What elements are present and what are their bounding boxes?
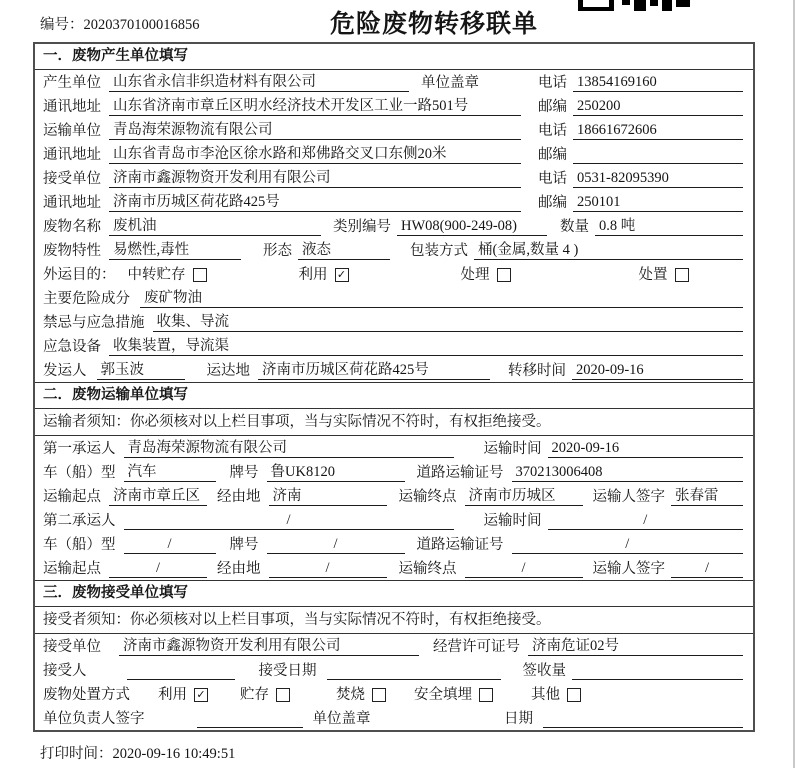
plate-number2-label: 牌号 [229,537,259,553]
zip2-label: 邮编 [538,147,567,163]
unit-seal-label: 单位盖章 [421,75,479,91]
emergency-equipment-label: 应急设备 [43,339,101,355]
disposal-storage-label: 贮存 [240,687,269,703]
checkbox-disposal-other [567,688,581,702]
signed-amount-value [572,663,743,680]
transport-unit-value: 青岛海荣源物流有限公司 [109,118,521,140]
road-permit2-value: / [512,536,744,554]
row-transport-address [35,142,753,166]
carrier-signature2-label: 运输人签字 [592,561,665,577]
road-permit2-label: 道路运输证号 [416,537,504,553]
row-vehicle1 [35,460,753,484]
doc-number-value: 2020370100016856 [83,17,200,33]
row-outbound-purpose [35,262,753,286]
vehicle-type2-label: 车（船）型 [43,537,116,553]
accept-date-value [327,663,501,680]
packaging-value: 桶(金属,数量 4 ) [474,238,743,260]
section1-header: 一．废物产生单位填写 [35,44,753,70]
transport-time1-label: 运输时间 [483,441,542,457]
producer-unit-value: 山东省永信非织造材料有限公司 [109,70,409,92]
via1-value: 济南 [269,484,387,506]
phone2-value: 18661672606 [573,122,743,140]
print-time-label: 打印时间： [40,746,113,762]
row-vehicle2 [35,532,753,556]
business-permit-value: 济南危证02号 [528,634,743,656]
unit-manager-signature-label: 单位负责人签字 [43,711,145,727]
via2-value: / [269,560,387,578]
zip1-value: 250200 [573,98,743,116]
transport-time1-value: 2020-09-16 [548,440,744,458]
zip3-label: 邮编 [538,195,567,211]
plate-number1-label: 牌号 [229,465,259,481]
receiver-address-label: 通讯地址 [43,195,101,211]
accept-date-label: 接受日期 [258,663,317,679]
disposal-method-label: 废物处置方式 [43,687,130,703]
disposal-other-label: 其他 [531,687,560,703]
carrier-signature2-value: / [671,560,743,578]
endpoint2-label: 运输终点 [398,561,457,577]
category-code-label: 类别编号 [333,219,391,235]
road-permit1-label: 道路运输证号 [416,465,504,481]
quantity-label: 数量 [560,219,589,235]
origin2-label: 运输起点 [43,561,101,577]
waste-form-label: 形态 [263,243,292,259]
waste-character-value: 易燃性,毒性 [109,238,241,260]
road-permit1-value: 370213006408 [512,464,744,482]
endpoint1-value: 济南市历城区 [465,484,583,506]
page-title: 危险废物转移联单 [330,10,539,38]
row-accept-unit [35,634,753,658]
row-route2 [35,556,753,580]
section2-header: 二．废物运输单位填写 [35,382,753,409]
disposal-landfill-label: 安全填埋 [414,687,472,703]
unit-manager-signature-value [197,711,303,728]
disposal-option-incineration [336,683,386,704]
purpose-option-transfer-storage [128,263,207,284]
via2-label: 经由地 [217,561,261,577]
transfer-time-label: 转移时间 [508,363,566,379]
carrier-signature1-value: 张春雷 [671,484,743,506]
endpoint1-label: 运输终点 [398,489,457,505]
row-disposal-method [35,682,753,706]
section3-header: 三．废物接受单位填写 [35,580,753,607]
print-time [40,742,235,763]
plate-number2-value: / [267,536,405,554]
first-carrier-value: 青岛海荣源物流有限公司 [124,436,454,458]
row-taboo-measures [35,310,753,334]
doc-number-label: 编号： [40,17,84,33]
category-code-value: HW08(900-249-08) [397,218,547,236]
disposal-option-storage [240,683,290,704]
purpose-reuse-label: 利用 [298,267,328,283]
consignor-label: 发运人 [43,363,87,379]
row-second-carrier [35,508,753,532]
checkbox-disposal [675,268,689,282]
receiver-unit-label: 接受单位 [43,171,101,187]
producer-address-value: 山东省济南市章丘区明水经济技术开发区工业一路501号 [109,94,521,116]
section3-notice: 接受者须知：你必须核对以上栏目事项，当与实际情况不符时，有权拒绝接受。 [35,607,753,634]
receiver-address-value: 济南市历城区荷花路425号 [109,190,521,212]
packaging-label: 包装方式 [410,243,468,259]
origin1-value: 济南市章丘区 [109,484,207,506]
accept-unit-value: 济南市鑫源物资开发利用有限公司 [119,634,419,656]
purpose-transfer-storage-label: 中转贮存 [127,267,186,283]
row-transport-unit [35,118,753,142]
page-edge-divider [793,0,795,768]
print-time-value: 2020-09-16 10:49:51 [112,746,236,762]
plate-number1-value: 鲁UK8120 [267,460,405,482]
date2-value [543,711,743,728]
destination-value: 济南市历城区荷花路425号 [258,358,490,380]
vehicle-type2-value: / [124,536,216,554]
checkbox-disposal-storage [276,688,290,702]
transfer-time-value: 2020-09-16 [572,362,743,380]
hazard-components-value: 废矿物油 [140,286,743,308]
checkbox-disposal-landfill [479,688,493,702]
row-receiver-unit [35,166,753,190]
checkbox-disposal-reuse: ✓ [194,688,208,702]
row-emergency-equipment [35,334,753,358]
zip3-value: 250101 [573,194,743,212]
row-waste-character [35,238,753,262]
carrier-signature1-label: 运输人签字 [592,489,665,505]
row-producer-unit [35,70,753,94]
checkbox-treatment [497,268,511,282]
disposal-reuse-label: 利用 [158,687,187,703]
checkbox-transfer-storage [193,268,207,282]
disposal-option-reuse [158,683,208,704]
phone1-label: 电话 [538,75,567,91]
consignor-value: 郭玉波 [97,358,185,380]
row-hazard-components [35,286,753,310]
waste-name-value: 废机油 [109,214,321,236]
form-table [33,42,755,732]
endpoint2-value: / [465,560,583,578]
transport-address-value: 山东省青岛市李沧区徐水路和郑佛路交叉口东侧20米 [109,142,521,164]
transport-time2-label: 运输时间 [483,513,542,529]
first-carrier-label: 第一承运人 [43,441,116,457]
date2-label: 日期 [504,711,533,727]
accept-person-value [127,663,235,680]
producer-address-label: 通讯地址 [43,99,101,115]
row-unit-manager-signature [35,706,753,730]
via1-label: 经由地 [217,489,261,505]
second-carrier-value: / [124,512,454,530]
qr-code-partial-icon [578,0,690,11]
phone3-value: 0531-82095390 [573,170,743,188]
accept-person-label: 接受人 [43,663,87,679]
row-route1 [35,484,753,508]
disposal-option-landfill [414,683,493,704]
purpose-option-treatment [461,263,511,284]
disposal-option-other [531,683,581,704]
zip2-value [573,147,743,164]
business-permit-label: 经营许可证号 [433,639,520,655]
hazard-components-label: 主要危险成分 [43,291,130,307]
accept-unit-label: 接受单位 [43,639,101,655]
waste-form-value: 液态 [298,238,390,260]
disposal-incineration-label: 焚烧 [336,687,365,703]
second-carrier-label: 第二承运人 [43,513,116,529]
transport-time2-value: / [548,512,744,530]
checkbox-disposal-incineration [372,688,386,702]
row-first-carrier [35,436,753,460]
transport-unit-label: 运输单位 [43,123,101,139]
purpose-option-disposal [639,263,689,284]
origin1-label: 运输起点 [43,489,101,505]
quantity-value: 0.8 吨 [595,214,743,236]
purpose-option-reuse [299,263,349,284]
emergency-equipment-value: 收集装置，导流渠 [109,334,743,356]
row-waste-name [35,214,753,238]
purpose-disposal-label: 处置 [638,267,668,283]
vehicle-type1-label: 车（船）型 [43,465,116,481]
origin2-value: / [109,560,207,578]
row-receiver-address [35,190,753,214]
zip1-label: 邮编 [538,99,567,115]
row-accept-person [35,658,753,682]
outbound-purpose-label: 外运目的： [43,267,116,283]
phone3-label: 电话 [538,171,567,187]
doc-number [40,13,200,34]
signed-amount-label: 签收量 [522,663,566,679]
row-consignor [35,358,753,382]
taboo-measures-label: 禁忌与应急措施 [43,315,145,331]
receiver-unit-value: 济南市鑫源物资开发利用有限公司 [109,166,521,188]
row-producer-address [35,94,753,118]
section2-notice: 运输者须知：你必须核对以上栏目事项，当与实际情况不符时，有权拒绝接受。 [35,409,753,436]
destination-label: 运达地 [206,363,250,379]
unit-seal2-label: 单位盖章 [312,711,371,727]
waste-character-label: 废物特性 [43,243,101,259]
producer-unit-label: 产生单位 [43,75,101,91]
transport-address-label: 通讯地址 [43,147,101,163]
purpose-treatment-label: 处理 [460,267,490,283]
waste-name-label: 废物名称 [43,219,101,235]
vehicle-type1-value: 汽车 [124,460,216,482]
taboo-measures-value: 收集、导流 [153,310,744,332]
phone2-label: 电话 [538,123,567,139]
phone1-value: 13854169160 [573,74,743,92]
checkbox-reuse: ✓ [335,268,349,282]
